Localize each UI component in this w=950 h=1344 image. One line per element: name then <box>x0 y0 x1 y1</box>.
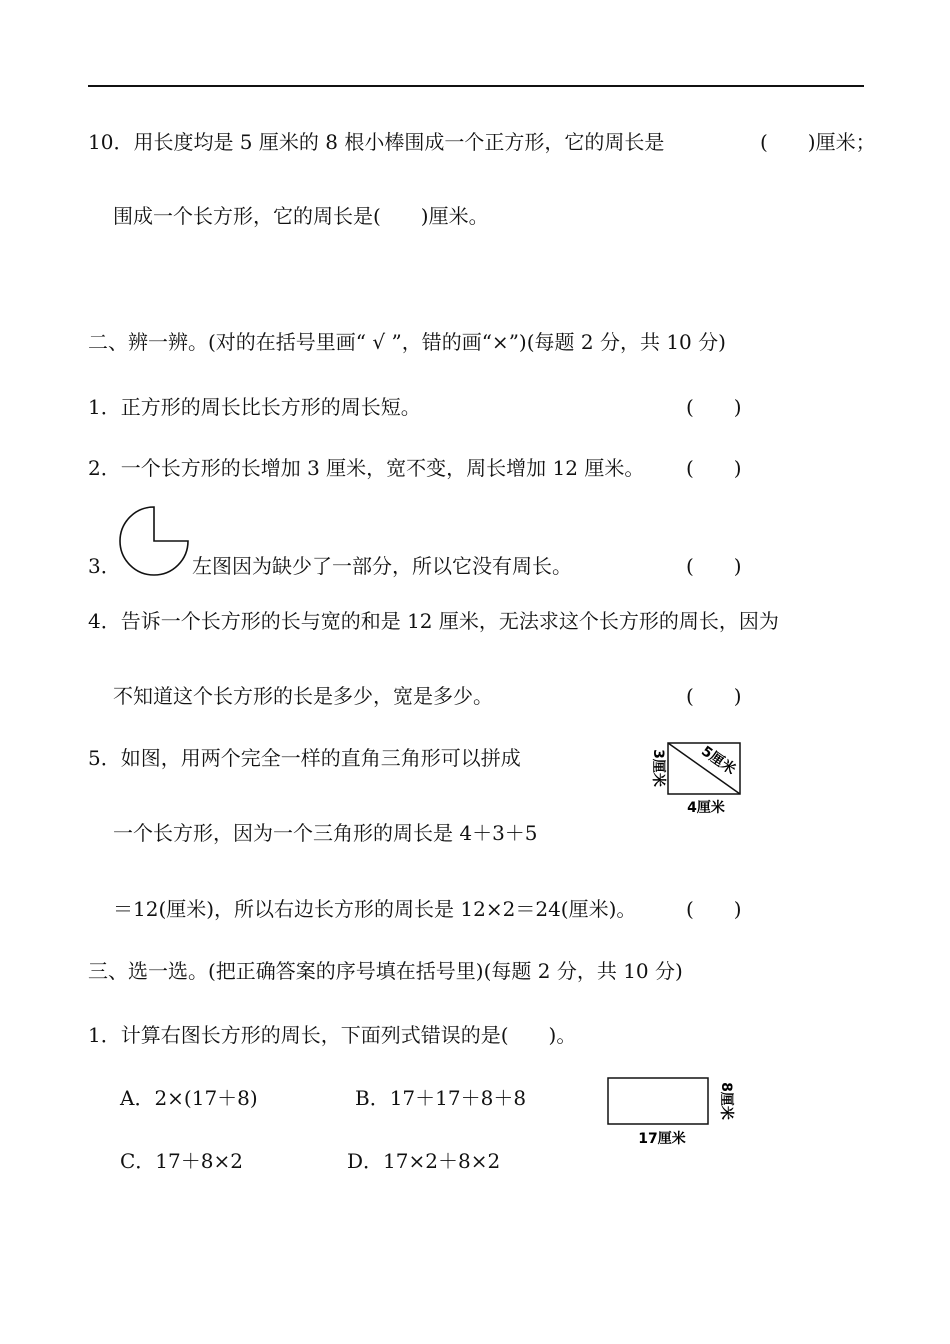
three-quarter-circle-figure <box>118 505 190 577</box>
fig-side-label: 3厘米 <box>650 749 666 787</box>
s2-item1-paren: ( ) <box>686 395 742 419</box>
fig-bottom-label: 4厘米 <box>687 800 725 816</box>
s3-q1-option-d: D．17×2＋8×2 <box>347 1149 501 1173</box>
s3-q1-option-b: B．17＋17＋8＋8 <box>355 1086 527 1110</box>
rectangle-17x8-figure <box>600 1072 740 1152</box>
s2-item3-paren: ( ) <box>686 554 742 578</box>
s3-q1-option-c: C．17＋8×2 <box>120 1149 243 1173</box>
top-rule <box>88 85 864 87</box>
figure-rectangle <box>608 1078 708 1124</box>
s2-item1-text: 1．正方形的周长比长方形的周长短。 <box>88 395 421 419</box>
s2-item3-text: 左图因为缺少了一部分，所以它没有周长。 <box>192 554 572 578</box>
s3-q1-text: 1．计算右图长方形的周长，下面列式错误的是( )。 <box>88 1023 577 1047</box>
s2-item5-text3: ＝12(厘米)，所以右边长方形的周长是 12×2＝24(厘米)。 <box>113 897 637 921</box>
q10-line2: 围成一个长方形，它的周长是( )厘米。 <box>113 204 489 228</box>
s2-item2-text: 2．一个长方形的长增加 3 厘米，宽不变，周长增加 12 厘米。 <box>88 456 645 480</box>
s2-item4-text2: 不知道这个长方形的长是多少，宽是多少。 <box>113 684 493 708</box>
section3-heading: 三、选一选。(把正确答案的序号填在括号里)(每题 2 分，共 10 分) <box>88 959 683 983</box>
s2-item5-text: 5．如图，用两个完全一样的直角三角形可以拼成 <box>88 746 521 770</box>
fig-hyp-label: 5厘米 <box>698 743 739 779</box>
s3-q1-option-a: A．2×(17＋8) <box>120 1086 258 1110</box>
s2-item5-text2: 一个长方形，因为一个三角形的周长是 4＋3＋5 <box>113 821 538 845</box>
s2-item5-paren: ( ) <box>686 897 742 921</box>
triangle-rectangle-figure <box>640 738 750 823</box>
fig-height-label: 8厘米 <box>718 1082 734 1120</box>
q10-line1: 10．用长度均是 5 厘米的 8 根小棒围成一个正方形，它的周长是 <box>88 130 665 154</box>
s2-item4-paren: ( ) <box>686 684 742 708</box>
fig-width-label: 17厘米 <box>638 1131 686 1147</box>
q10-blank1: ( )厘米； <box>760 130 876 154</box>
section2-heading: 二、辨一辨。(对的在括号里画“ √ ”，错的画“×”)(每题 2 分，共 10 分) <box>88 330 726 354</box>
s2-item4-text: 4．告诉一个长方形的长与宽的和是 12 厘米，无法求这个长方形的周长，因为 <box>88 609 779 633</box>
s2-item2-paren: ( ) <box>686 456 742 480</box>
s2-item3-num: 3． <box>88 554 121 578</box>
